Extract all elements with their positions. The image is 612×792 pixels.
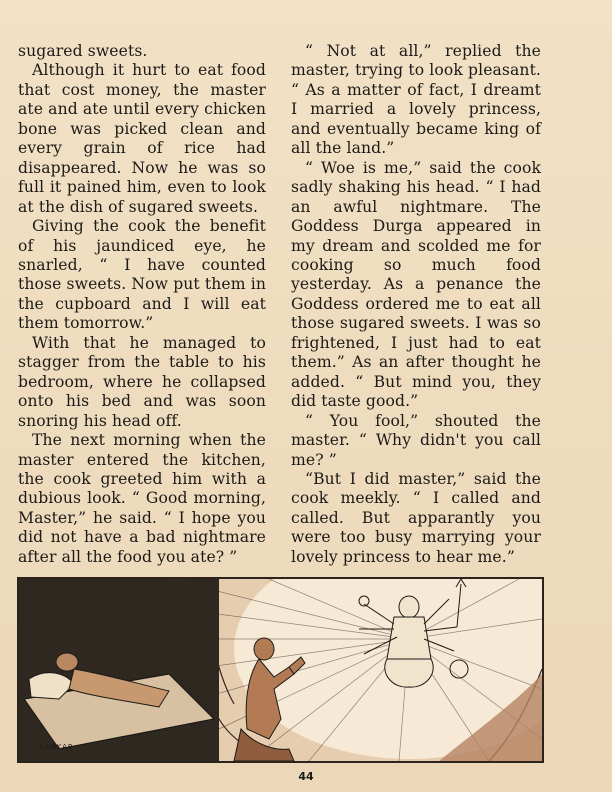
page-number: 44 bbox=[298, 770, 314, 783]
artist-signature: SANKAR bbox=[39, 743, 74, 751]
left-text-column bbox=[18, 42, 266, 567]
right-paragraph: “ Not at all,” replied the master, trying to look pleasant. “ As a matter of fact, I dreamt I married a lovely princess, and eventually became king of all the land.” bbox=[291, 42, 541, 158]
right-text-column bbox=[291, 42, 541, 567]
right-paragraph: “ You fool,” shouted the master. “ Why didn't you call me? ” bbox=[291, 411, 541, 469]
sleeping-master-head bbox=[56, 653, 78, 671]
left-paragraph: With that he managed to stagger from the table to his bedroom, where he collapsed onto his bed and was soon snoring his head off. bbox=[18, 333, 266, 430]
left-paragraph: Although it hurt to eat food that cost money, the master ate and ate until every chicken bone was picked clean and every grain of rice had disappeared. Now he was so full it pained him, even to look at the dish of sugared sweets. bbox=[18, 61, 266, 216]
left-paragraph: The next morning when the master entered the kitchen, the cook greeted him with a dubious look. “ Good morning, Master,” he said. “ I hope you did not have a bad nightmare after all the food you ate? ” bbox=[18, 431, 266, 566]
left-paragraph: sugared sweets. bbox=[18, 42, 148, 60]
story-illustration bbox=[17, 577, 544, 763]
illustration-drawing bbox=[19, 579, 542, 761]
cook-head bbox=[254, 638, 274, 660]
left-paragraph: Giving the cook the benefit of his jaundiced eye, he snarled, “ I have counted those sweets. Now put them in the cupboard and I will eat them tomorrow.” bbox=[18, 217, 266, 333]
right-paragraph: “ Woe is me,” said the cook sadly shaking his head. “ I had an awful nightmare. The Goddess Durga appeared in my dream and scolded me for cooking so much food yesterday. As a penance the Goddess ordered me to eat all those sugared sweets. I was so frightened, I just had to eat them.” As an after thought he added. “ But mind you, they did taste good.” bbox=[291, 158, 541, 411]
right-paragraph: “But I did master,” said the cook meekly. “ I called and called. But apparantly you were too busy marrying your lovely princess to hear me.” bbox=[291, 469, 541, 566]
